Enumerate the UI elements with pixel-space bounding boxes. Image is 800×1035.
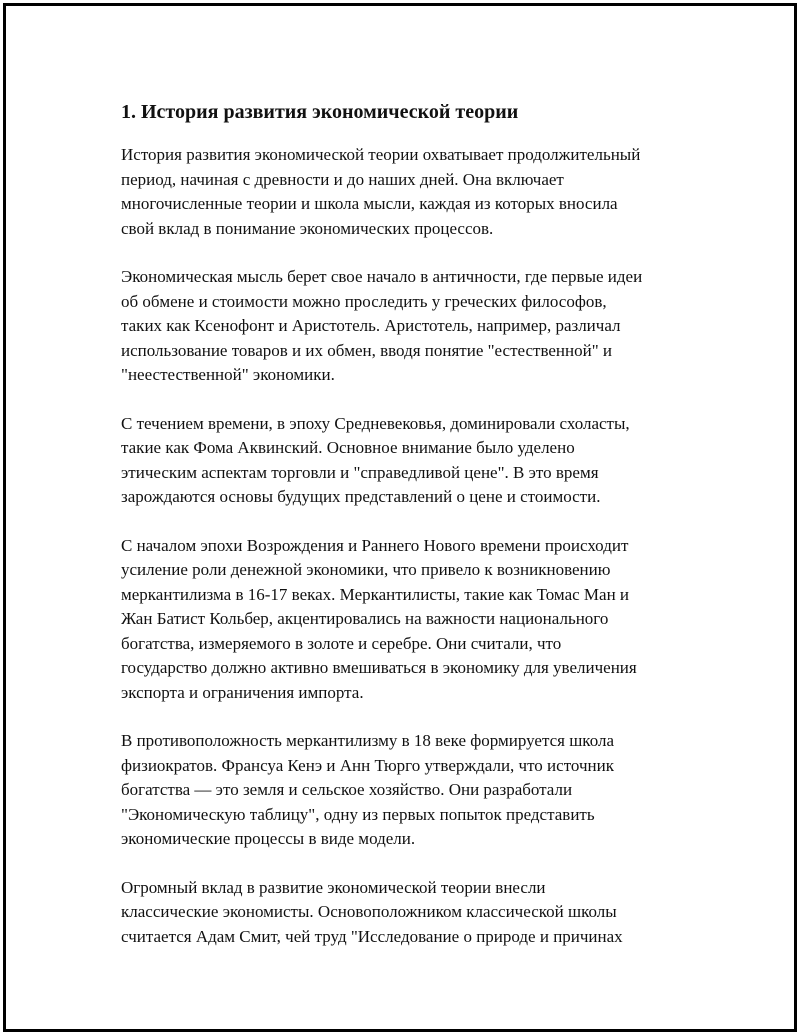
paragraph-classical [121,876,711,950]
paragraph-intro [121,143,711,241]
paragraph-middle-ages [121,412,711,510]
page-frame [3,3,797,1032]
text-line: усиление роли денежной экономики, что привело к возникновению [121,560,611,579]
text-line: таких как Ксенофонт и Аристотель. Аристотель, например, различал [121,316,621,335]
text-line: Огромный вклад в развитие экономической теории внесли [121,877,546,897]
text-line: богатства, измеряемого в золоте и серебре. Они считали, что [121,633,562,653]
text-line: использование товаров и их обмен, вводя понятие "естественной" и [121,340,612,360]
text-line: свой вклад в понимание экономических процессов. [121,218,494,238]
text-line: Экономическая мысль берет свое начало в античности, где первые идеи [121,267,643,286]
text-line: экономические процессы в виде модели. [121,829,416,848]
text-line: такие как Фома Аквинский. Основное внимание было уделено [121,438,575,457]
text-line: С течением времени, в эпоху Средневековья, доминировали схоласты, [121,413,630,433]
text-line: зарождаются основы будущих представлений о цене и стоимости. [121,487,601,506]
text-line: экспорта и ограничения импорта. [121,682,364,702]
text-line: меркантилизма в 16-17 веках. Меркантилисты, такие как Томас Ман и [121,584,630,604]
text-line: классические экономисты. Основоположником классической школы [121,902,617,921]
text-line: этическим аспектам торговли и "справедливой цене". В это время [121,462,599,482]
document-body [121,97,711,973]
text-line: период, начиная с древности и до наших дней. Она включает [121,169,564,189]
paragraph-physiocrats [121,729,711,852]
text-line: физиократов. Франсуа Кенэ и Анн Тюрго утверждали, что источник [121,755,614,775]
text-line: многочисленные теории и школа мысли, каждая из которых вносила [121,194,618,213]
text-line: С началом эпохи Возрождения и Раннего Нового времени происходит [121,535,629,555]
paragraph-mercantilism [121,534,711,706]
paragraph-antiquity [121,265,711,388]
text-line: считается Адам Смит, чей труд "Исследование о природе и причинах [121,926,623,946]
text-line: государство должно активно вмешиваться в экономику для увеличения [121,658,637,677]
section-heading: 1. История развития экономической теории [121,101,519,123]
text-line: богатства — это земля и сельское хозяйство. Они разработали [121,780,573,799]
text-line: Жан Батист Кольбер, акцентировались на важности национального [121,609,609,628]
text-line: об обмене и стоимости можно проследить у греческих философов, [121,291,607,311]
text-line: В противоположность меркантилизму в 18 веке формируется школа [121,731,614,750]
text-line: История развития экономической теории охватывает продолжительный [121,145,641,164]
text-line: "неестественной" экономики. [121,365,335,384]
text-line: "Экономическую таблицу", одну из первых попыток представить [121,804,595,824]
